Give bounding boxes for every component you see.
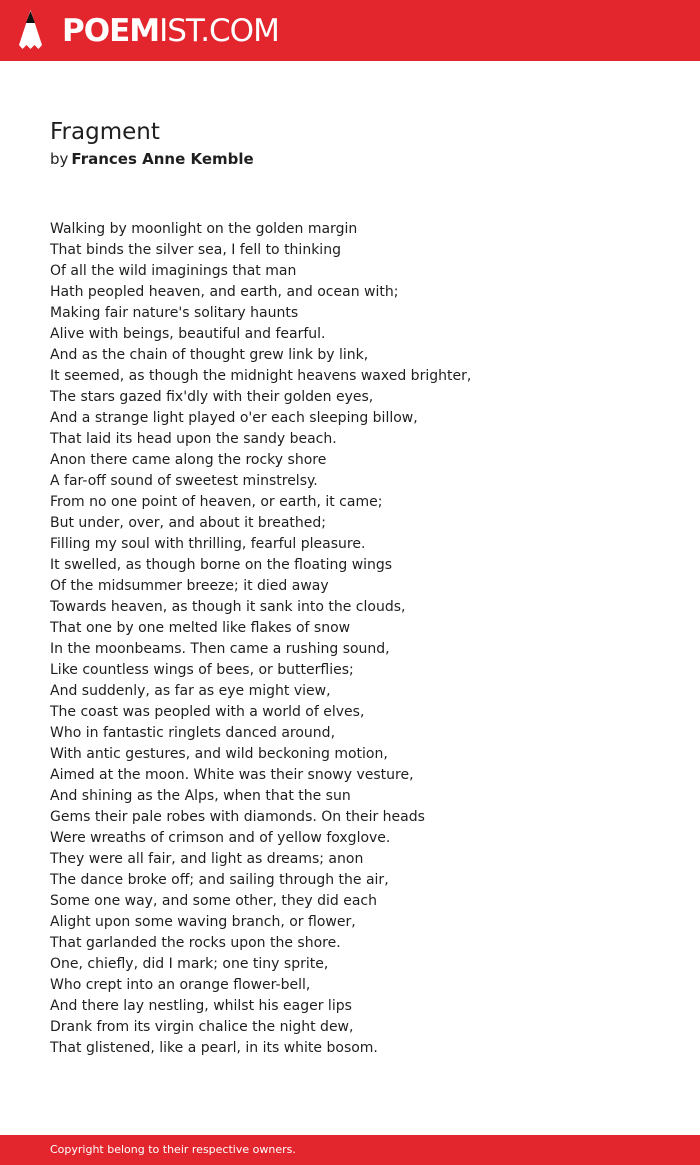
poem-line: Walking by moonlight on the golden margin: [50, 221, 358, 237]
poem-line: With antic gestures, and wild beckoning motion,: [50, 746, 388, 762]
poem-line: Drank from its virgin chalice the night dew,: [50, 1019, 354, 1035]
by-label: by: [50, 150, 69, 168]
poem-line: It swelled, as though borne on the floating wings: [50, 557, 393, 573]
poem-line: The dance broke off; and sailing through the air,: [50, 872, 389, 888]
poem-line: Hath peopled heaven, and earth, and ocean with;: [50, 284, 399, 300]
poem-line: From no one point of heaven, or earth, it came;: [50, 494, 383, 510]
poem-line: That binds the silver sea, I fell to thinking: [50, 242, 341, 258]
poem-line: And there lay nestling, whilst his eager lips: [50, 998, 352, 1014]
poem-line: And as the chain of thought grew link by link,: [50, 347, 369, 363]
poem-line: Were wreaths of crimson and of yellow foxglove.: [50, 830, 391, 846]
copyright-text: Copyright belong to their respective owners.: [50, 1143, 296, 1156]
poem-line: And suddenly, as far as eye might view,: [50, 683, 331, 699]
poem-line: In the moonbeams. Then came a rushing sound,: [50, 641, 390, 657]
poem-line: It seemed, as though the midnight heavens waxed brighter,: [50, 368, 472, 384]
poem-line: Of the midsummer breeze; it died away: [50, 578, 329, 594]
poem-line: The stars gazed fix'dly with their golden eyes,: [50, 389, 374, 405]
site-logo[interactable]: [62, 11, 279, 51]
poem-line: Like countless wings of bees, or butterflies;: [50, 662, 354, 678]
site-header: [0, 0, 700, 61]
site-footer: [0, 1135, 700, 1165]
logo-text-bold: POEM: [62, 13, 160, 49]
poem-author: Frances Anne Kemble: [71, 150, 254, 168]
poem-line: That laid its head upon the sandy beach.: [50, 431, 337, 447]
poem-line: One, chiefly, did I mark; one tiny sprite,: [50, 956, 329, 972]
logo-text-light: IST.COM: [159, 13, 279, 49]
poem-byline: [50, 148, 254, 170]
poem-line: Alive with beings, beautiful and fearful.: [50, 326, 326, 342]
poem-line: And a strange light played o'er each sleeping billow,: [50, 410, 418, 426]
poem-line: Alight upon some waving branch, or flower,: [50, 914, 356, 930]
poem-line: But under, over, and about it breathed;: [50, 515, 327, 531]
poem-line: Who in fantastic ringlets danced around,: [50, 725, 336, 741]
poem-line: Filling my soul with thrilling, fearful pleasure.: [50, 536, 366, 552]
poem-line: They were all fair, and light as dreams; anon: [50, 851, 364, 867]
poem-line: Towards heaven, as though it sank into the clouds,: [50, 599, 406, 615]
poem-text: [50, 219, 670, 1059]
poem-line: Making fair nature's solitary haunts: [50, 305, 299, 321]
poem-line: That garlanded the rocks upon the shore.: [50, 935, 341, 951]
poem-line: Of all the wild imaginings that man: [50, 263, 297, 279]
poem-line: That one by one melted like flakes of snow: [50, 620, 351, 636]
poem-title: Fragment: [50, 119, 160, 145]
poem-line: Who crept into an orange flower-bell,: [50, 977, 311, 993]
poem-line: That glistened, like a pearl, in its white bosom.: [50, 1040, 378, 1056]
poem-line: A far-off sound of sweetest minstrelsy.: [50, 473, 318, 489]
pencil-tip-icon[interactable]: [18, 9, 43, 51]
poem-line: Gems their pale robes with diamonds. On their heads: [50, 809, 425, 825]
poem-line: The coast was peopled with a world of elves,: [50, 704, 365, 720]
poem-line: And shining as the Alps, when that the sun: [50, 788, 351, 804]
poem-line: Aimed at the moon. White was their snowy vesture,: [50, 767, 414, 783]
poem-line: Some one way, and some other, they did each: [50, 893, 378, 909]
poem-line: Anon there came along the rocky shore: [50, 452, 327, 468]
